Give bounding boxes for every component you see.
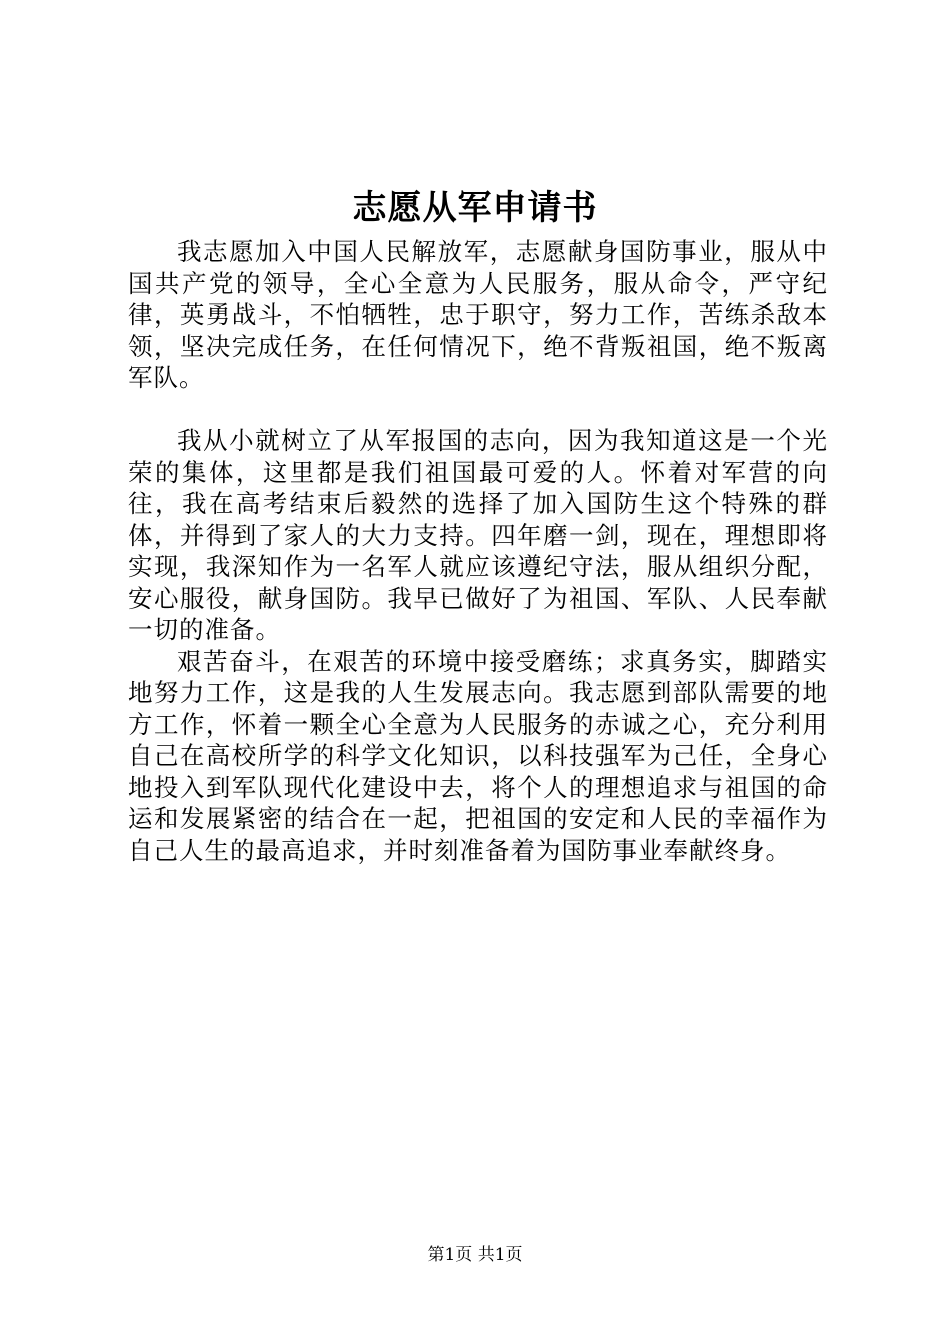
document-body: [128, 236, 828, 866]
paragraph-1: 我志愿加入中国人民解放军，志愿献身国防事业，服从中国共产党的领导，全心全意为人民服务，服从命令，严守纪律，英勇战斗，不怕牺牲，忠于职守，努力工作，苦练杀敌本领，坚决完成任务，在任何情况下，绝不背叛祖国，绝不叛离军队。: [128, 237, 828, 392]
page-number-footer: 第1页 共1页: [427, 1245, 523, 1265]
paragraph-3: 艰苦奋斗，在艰苦的环境中接受磨练；求真务实，脚踏实地努力工作，这是我的人生发展志向。我志愿到部队需要的地方工作，怀着一颗全心全意为人民服务的赤诚之心，充分利用自己在高校所学的科学文化知识，以科技强军为己任，全身心地投入到军队现代化建设中去，将个人的理想追求与祖国的命运和发展紧密的结合在一起，把祖国的安定和人民的幸福作为自己人生的最高追求，并时刻准备着为国防事业奉献终身。: [128, 646, 828, 865]
paragraph-2: 我从小就树立了从军报国的志向，因为我知道这是一个光荣的集体，这里都是我们祖国最可爱的人。怀着对军营的向往，我在高考结束后毅然的选择了加入国防生这个特殊的群体，并得到了家人的大力支持。四年磨一剑，现在，理想即将实现，我深知作为一名军人就应该遵纪守法，服从组织分配，安心服役，献身国防。我早已做好了为祖国、军队、人民奉献一切的准备。: [128, 426, 828, 644]
document-title: 志愿从军申请书: [352, 188, 598, 228]
